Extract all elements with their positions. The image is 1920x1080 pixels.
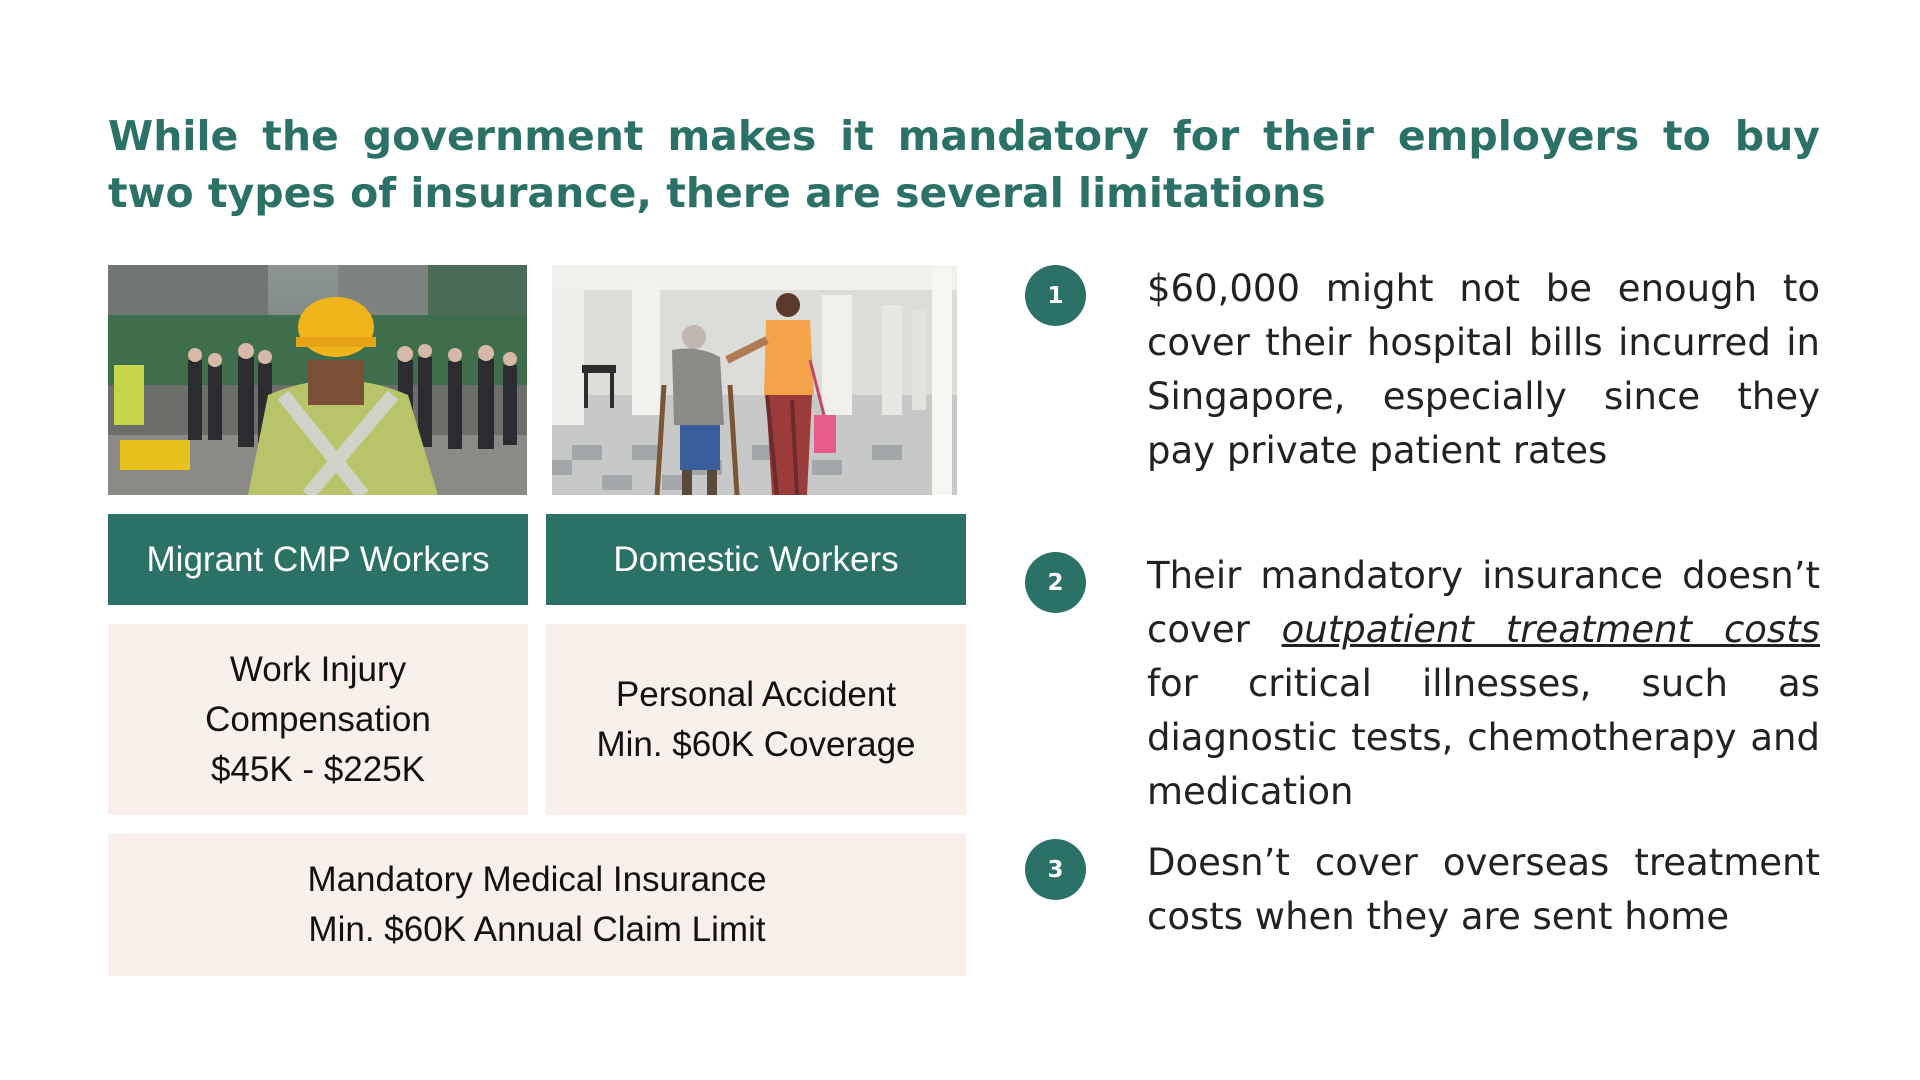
coverage-box-medical-insurance (108, 834, 966, 976)
limitation-text-part: for critical illnesses, such as diagnostic tests, chemotherapy and medication (1147, 662, 1820, 813)
coverage-box-work-injury (108, 624, 528, 815)
coverage-amount: Min. $60K Coverage (596, 724, 916, 764)
category-label-domestic-workers: Domestic Workers (546, 514, 966, 605)
coverage-line: Work Injury (229, 649, 407, 689)
limitation-number-badge: 1 (1025, 265, 1086, 326)
coverage-line: Personal Accident (615, 674, 897, 714)
limitation-number-badge: 2 (1025, 552, 1086, 613)
coverage-amount: Min. $60K Annual Claim Limit (308, 910, 766, 949)
coverage-line: Compensation (205, 699, 431, 739)
limitation-text-2 (1147, 549, 1820, 819)
emphasized-term: outpatient treatment costs (1281, 608, 1820, 651)
limitation-number-badge: 3 (1025, 839, 1086, 900)
coverage-box-personal-accident (546, 624, 966, 815)
category-label-migrant-cmp-workers: Migrant CMP Workers (108, 514, 528, 605)
limitation-text-3: Doesn’t cover overseas treatment costs when they are sent home (1147, 841, 1820, 938)
construction-worker-photo (108, 265, 527, 495)
limitation-text-part: Their mandatory insurance doesn’t cover (1147, 554, 1820, 651)
coverage-line: Mandatory Medical Insurance (307, 860, 767, 899)
limitation-text-1: $60,000 might not be enough to cover their hospital bills incurred in Singapore, especially since they pay private patient rates (1147, 267, 1820, 472)
coverage-amount: $45K - $225K (210, 749, 426, 789)
page-title: While the government makes it mandatory for their employers to buy two types of insurance, there are several limitations (108, 112, 1820, 217)
domestic-worker-photo (552, 265, 957, 495)
